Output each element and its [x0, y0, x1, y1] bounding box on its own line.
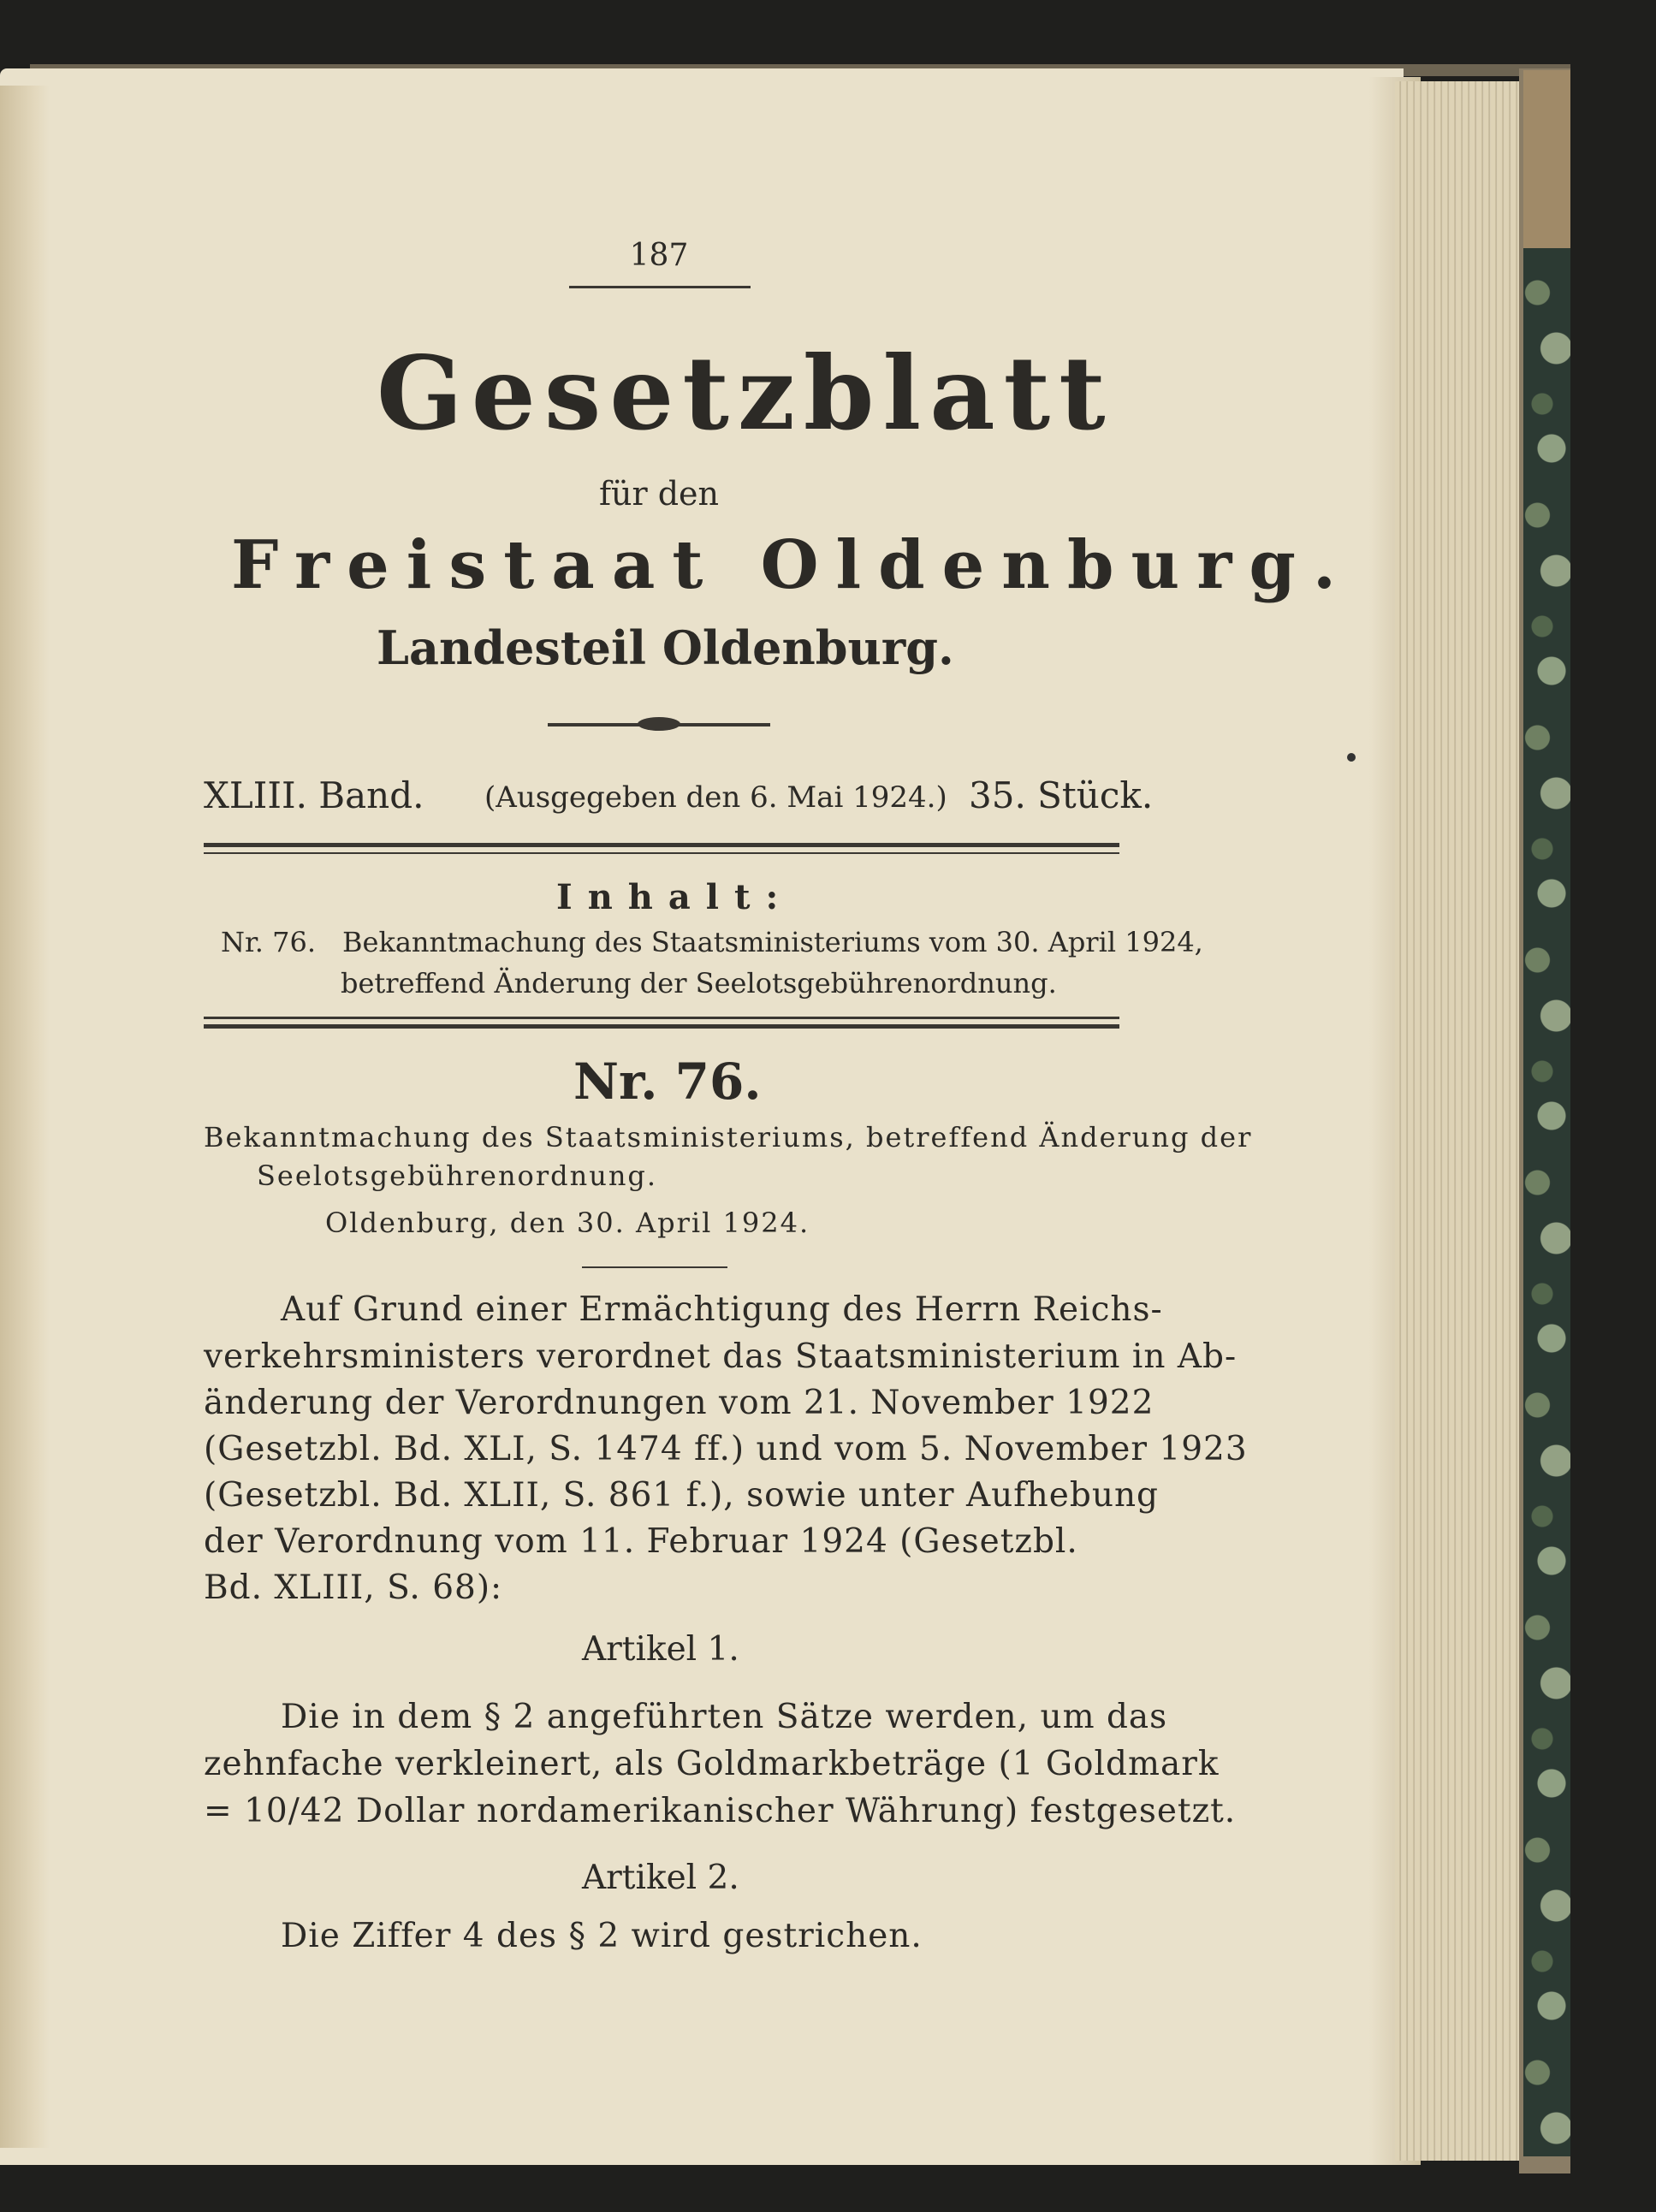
place-date: Oldenburg, den 30. April 1924.	[325, 1207, 810, 1239]
page-number-rule	[569, 286, 751, 288]
preamble-line: Auf Grund einer Ermächtigung des Herrn Reichs-	[281, 1290, 1163, 1329]
region-name: Landesteil Oldenburg.	[377, 620, 954, 675]
article-line: Die in dem § 2 angeführten Sätze werden, um das	[281, 1698, 1168, 1736]
issue-date: (Ausgegeben den 6. Mai 1924.)	[484, 780, 947, 815]
double-rule-thick	[204, 1024, 1119, 1029]
section-title-line: Seelotsgebührenordnung.	[257, 1159, 658, 1192]
page-number: 187	[629, 238, 689, 273]
short-rule	[582, 1266, 727, 1268]
article-heading: Artikel 2.	[582, 1859, 739, 1897]
article-line: = 10/42 Dollar nordamerikanischer Währung) festgesetzt.	[204, 1792, 1237, 1830]
double-rule-thin	[204, 1017, 1119, 1019]
section-title-line: Bekanntmachung des Staatsministeriums, betreffend Änderung der	[204, 1121, 1253, 1153]
issue-number: 35. Stück.	[969, 774, 1154, 816]
contents-entry-line: betreffend Änderung der Seelotsgebührenordnung.	[341, 967, 1057, 999]
preamble-line: (Gesetzbl. Bd. XLI, S. 1474 ff.) und vom 5. November 1923	[204, 1430, 1248, 1468]
article-line: zehnfache verkleinert, als Goldmarkbeträge (1 Goldmark	[204, 1745, 1220, 1783]
contents-entry-number: Nr. 76.	[221, 926, 317, 958]
preamble-line: der Verordnung vom 11. Februar 1924 (Gesetzbl.	[204, 1522, 1078, 1561]
preamble-line: Bd. XLIII, S. 68):	[204, 1569, 503, 1607]
contents-entry-line: Bekanntmachung des Staatsministeriums vom 30. April 1924,	[342, 926, 1203, 958]
title-connector: für den	[598, 475, 720, 513]
preamble-line: änderung der Verordnungen vom 21. November 1922	[204, 1384, 1154, 1422]
ornament-center	[638, 717, 680, 731]
article-line: Die Ziffer 4 des § 2 wird gestrichen.	[281, 1917, 923, 1955]
contents-heading: Inhalt:	[556, 877, 794, 917]
preamble-line: verkehrsministers verordnet das Staatsministerium in Ab-	[204, 1337, 1238, 1376]
section-number: Nr. 76.	[573, 1053, 762, 1111]
volume-label: XLIII. Band.	[204, 774, 424, 816]
state-name: Freistaat Oldenburg.	[231, 526, 1354, 604]
article-heading: Artikel 1.	[582, 1630, 739, 1669]
double-rule-thick	[204, 843, 1119, 847]
double-rule-thin	[204, 852, 1119, 854]
preamble-line: (Gesetzbl. Bd. XLII, S. 861 f.), sowie unter Aufhebung	[204, 1476, 1160, 1515]
document-title: Gesetzblatt	[377, 334, 1114, 453]
